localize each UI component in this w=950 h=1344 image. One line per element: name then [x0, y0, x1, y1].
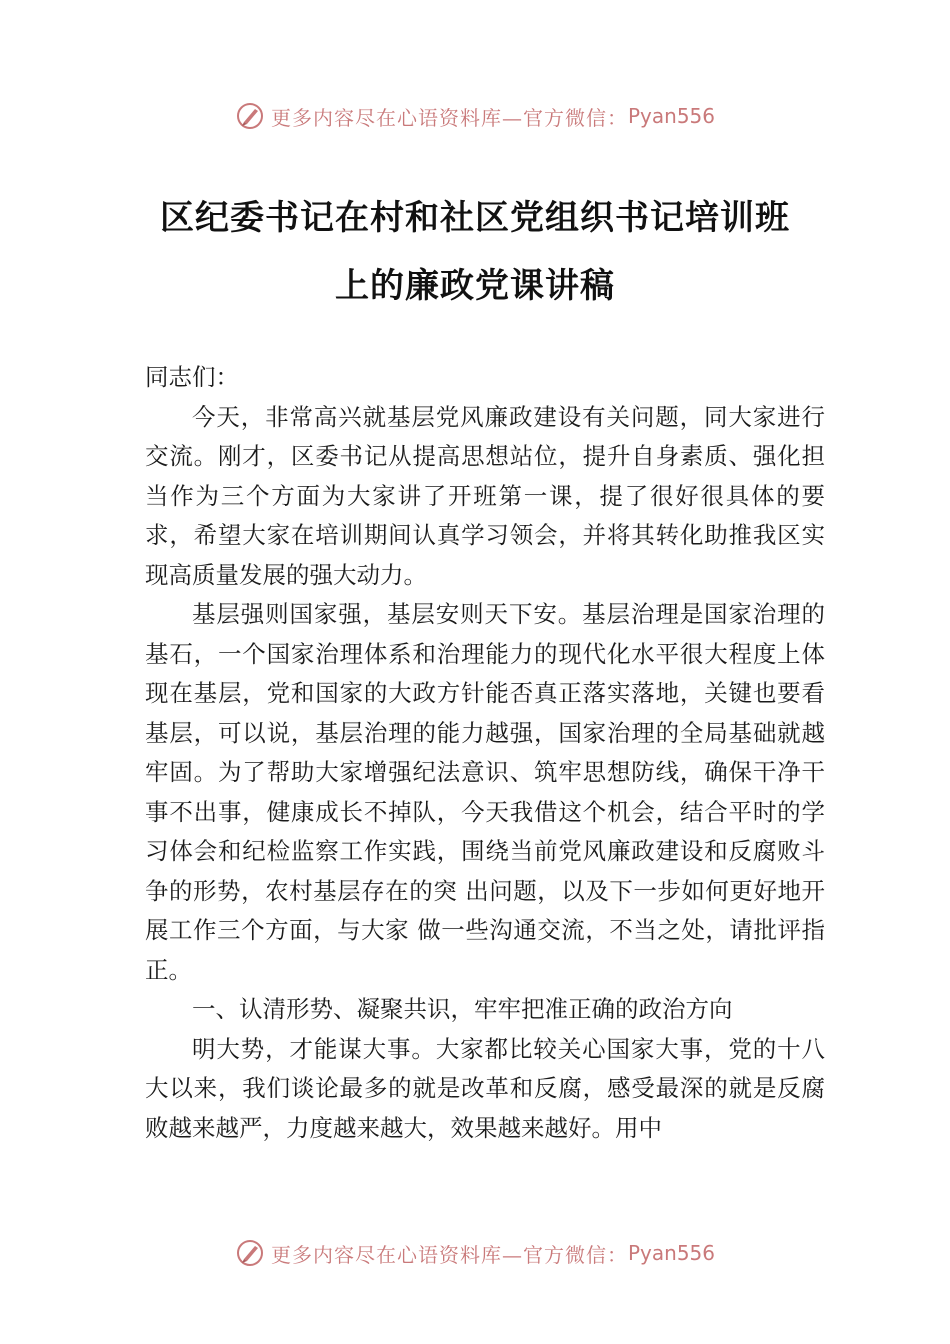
paragraph: 今天，非常高兴就基层党风廉政建设有关问题，同大家进行交流。刚才，区委书记从提高思想站位，提升自身素质、强化担当作为三个方面为大家讲了开班第一课，提了很好很具体的要求，希望大家在培训期间认真学习领会，并将其转化助推我区实现高质量发展的强大动力。 [145, 402, 825, 589]
document-title-line1: 区纪委书记在村和社区党组织书记培训班 [160, 198, 790, 238]
banner-text: 更多内容尽在心语资料库—官方微信： [270, 105, 628, 130]
section-heading: 一、认清形势、凝聚共识，牢牢把准正确的政治方向 [192, 995, 733, 1023]
wechat-id: Pyan556 [627, 1241, 715, 1265]
paragraph: 基层强则国家强，基层安则天下安。基层治理是国家治理的基石，一个国家治理体系和治理能力的现代化水平很大程度上体现在基层，党和国家的大政方针能否真正落实落地，关键也要看基层，可以说，基层治理的能力越强，国家治理的全局基础就越牢固。为了帮助大家增强纪法意识、筑牢思想防线，确保干净干事不出事，健康成长不掉队，今天我借这个机会，结合平时的学习体会和纪检监察工作实践，围绕当前党风廉政建设和反腐败斗争的形势，农村基层存在的突 出问题，以及下一步如何更好地开展工作三个方面，与大家 做一些沟通交流，不当之处，请批评指正。 [145, 600, 825, 984]
pen-logo-icon [235, 101, 265, 131]
wechat-id: Pyan556 [627, 104, 715, 128]
document-body [145, 358, 825, 1148]
header-banner [0, 96, 950, 136]
footer-banner [0, 1233, 950, 1273]
salutation: 同志们： [145, 363, 239, 391]
paragraph: 明大势，才能谋大事。大家都比较关心国家大事，党的十八大以来，我们谈论最多的就是改革和反腐，感受最深的就是反腐败越来越严，力度越来越大，效果越来越好。用中 [145, 1034, 825, 1142]
document-title-line2: 上的廉政党课讲稿 [335, 266, 615, 306]
banner-text: 更多内容尽在心语资料库—官方微信： [270, 1242, 628, 1267]
pen-logo-icon [235, 1238, 265, 1268]
